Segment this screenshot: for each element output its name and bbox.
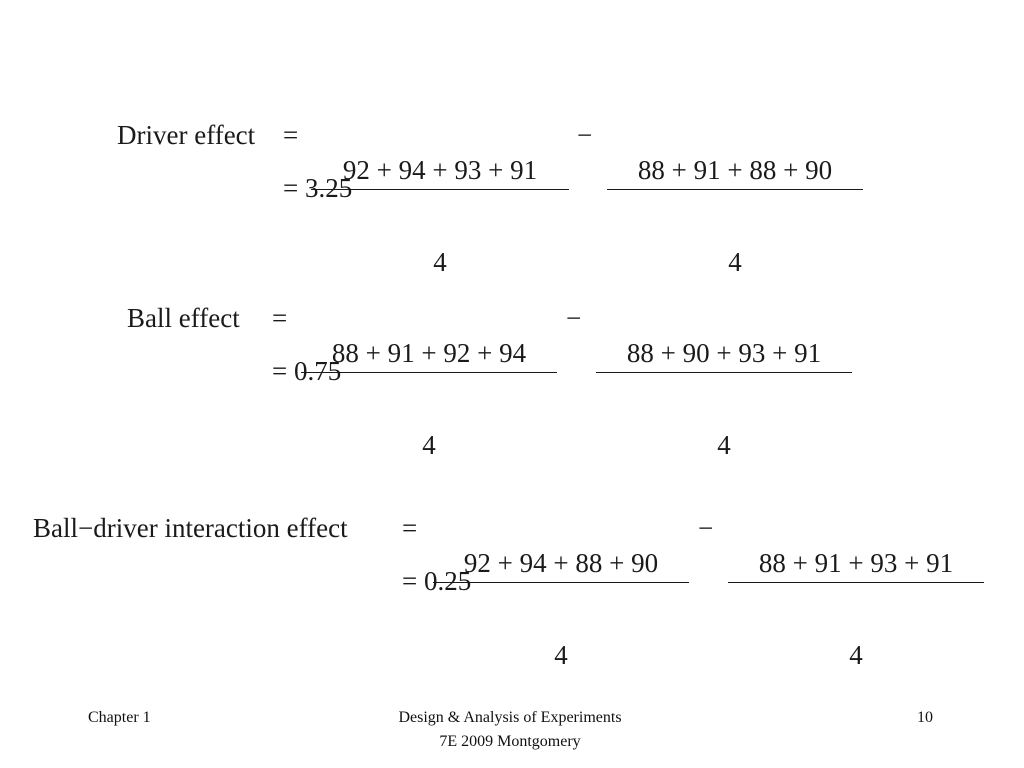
fraction-denominator: 4 [849, 640, 863, 670]
driver-effect-label: Driver effect [117, 120, 256, 150]
fraction-denominator: 4 [728, 247, 742, 277]
equals-sign: = [283, 120, 299, 150]
interaction-fraction-high [433, 496, 689, 723]
ball-fraction-high [301, 286, 557, 513]
fraction-numerator: 88 + 90 + 93 + 91 [596, 340, 852, 373]
fraction-numerator: 92 + 94 + 93 + 91 [311, 157, 569, 190]
fraction-numerator: 88 + 91 + 88 + 90 [607, 157, 863, 190]
footer-title-line2: 7E 2009 Montgomery [439, 733, 581, 750]
fraction-denominator: 4 [422, 430, 436, 460]
interaction-effect-result: = 0.25 [402, 566, 472, 596]
ball-fraction-low [596, 286, 852, 513]
footer-title [340, 706, 680, 754]
ball-effect-result: = 0.75 [272, 356, 342, 386]
minus-sign: − [566, 303, 582, 333]
ball-effect-label: Ball effect [127, 303, 240, 333]
minus-sign: − [698, 513, 714, 543]
fraction-numerator: 88 + 91 + 92 + 94 [301, 340, 557, 373]
minus-sign: − [577, 120, 593, 150]
fraction-numerator: 92 + 94 + 88 + 90 [433, 550, 689, 583]
fraction-denominator: 4 [717, 430, 731, 460]
fraction-numerator: 88 + 91 + 93 + 91 [728, 550, 984, 583]
fraction-denominator: 4 [554, 640, 568, 670]
interaction-fraction-low [728, 496, 984, 723]
footer-chapter: Chapter 1 [88, 709, 151, 726]
footer-title-line1: Design & Analysis of Experiments [398, 709, 622, 726]
fraction-denominator: 4 [433, 247, 447, 277]
interaction-effect-label: Ball−driver interaction effect [33, 513, 348, 543]
page-number: 10 [917, 709, 933, 726]
equals-sign: = [402, 513, 418, 543]
driver-effect-result: = 3.25 [283, 173, 353, 203]
equals-sign: = [272, 303, 288, 333]
